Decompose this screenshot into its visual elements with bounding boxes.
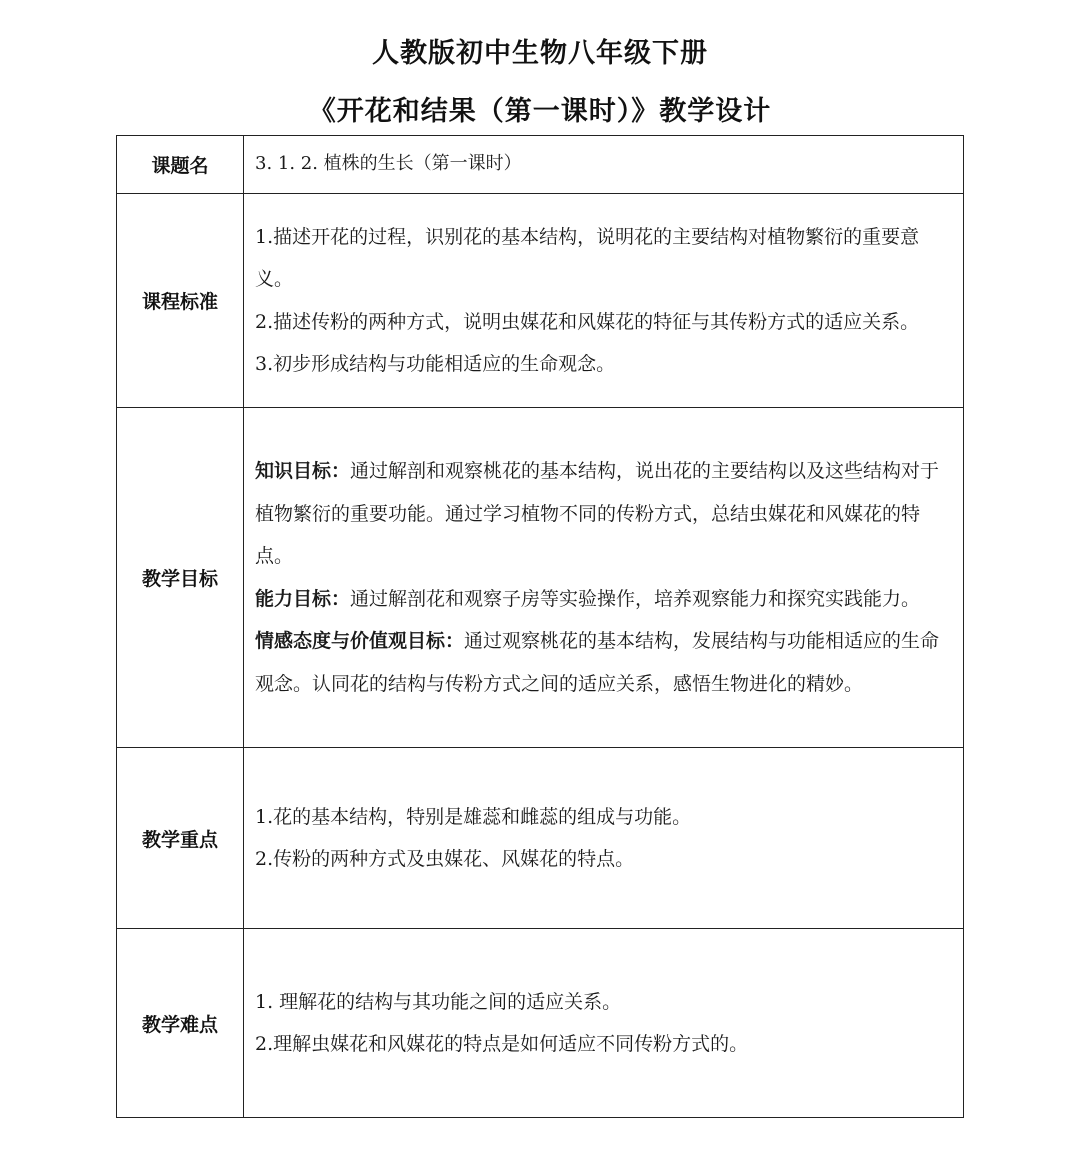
goals-label: 教学目标 [117, 408, 244, 748]
standards-item: 3.初步形成结构与功能相适应的生命观念。 [255, 353, 616, 375]
table-row-goals [117, 408, 964, 748]
difficulties-label: 教学难点 [117, 929, 244, 1118]
standards-content [244, 194, 964, 408]
standards-item: 1.描述开花的过程，识别花的基本结构，说明花的主要结构对植物繁衍的重要意义。 [255, 225, 920, 290]
difficulties-content [244, 929, 964, 1118]
standards-label: 课程标准 [117, 194, 244, 408]
key-point-item: 1.花的基本结构，特别是雄蕊和雌蕊的组成与功能。 [255, 805, 692, 828]
key-points-content [244, 748, 964, 929]
difficulty-item: 2.理解虫媒花和风媒花的特点是如何适应不同传粉方式的。 [255, 1033, 749, 1055]
lesson-plan-table [116, 135, 964, 1118]
table-row-topic [117, 136, 964, 194]
goal-attitude-text: 通过观察桃花的基本结构，发展结构与功能相适应的生命观念。认同花的结构与传粉方式之间的适应关系，感悟生物进化的精妙。 [255, 630, 940, 695]
goals-content [244, 408, 964, 748]
key-points-label: 教学重点 [117, 748, 244, 929]
standards-item: 2.描述传粉的两种方式，说明虫媒花和风媒花的特征与其传粉方式的适应关系。 [255, 310, 920, 333]
difficulty-item: 1. 理解花的结构与其功能之间的适应关系。 [255, 990, 622, 1013]
goal-attitude-heading: 情感态度与价值观目标： [255, 630, 465, 652]
table-row-difficulties [117, 929, 964, 1118]
table-row-key-points [117, 748, 964, 929]
goal-knowledge [255, 450, 953, 578]
goal-attitude [255, 620, 953, 705]
goal-ability-heading: 能力目标： [255, 587, 351, 610]
goal-knowledge-text: 通过解剖和观察桃花的基本结构，说出花的主要结构以及这些结构对于植物繁衍的重要功能。通过学习植物不同的传粉方式，总结虫媒花和风媒花的特点。 [255, 460, 940, 567]
goal-ability-text: 通过解剖花和观察子房等实验操作，培养观察能力和探究实践能力。 [350, 587, 921, 610]
topic-label: 课题名 [117, 136, 244, 194]
document-title: 人教版初中生物八年级下册 [372, 38, 708, 69]
topic-value: 3. 1. 2. 植株的生长（第一课时） [244, 136, 964, 194]
goal-ability [255, 578, 953, 621]
document-subtitle: 《开花和结果（第一课时）》教学设计 [308, 96, 772, 127]
table-row-standards [117, 194, 964, 408]
goal-knowledge-heading: 知识目标： [255, 460, 351, 482]
key-point-item: 2.传粉的两种方式及虫媒花、风媒花的特点。 [255, 848, 635, 870]
